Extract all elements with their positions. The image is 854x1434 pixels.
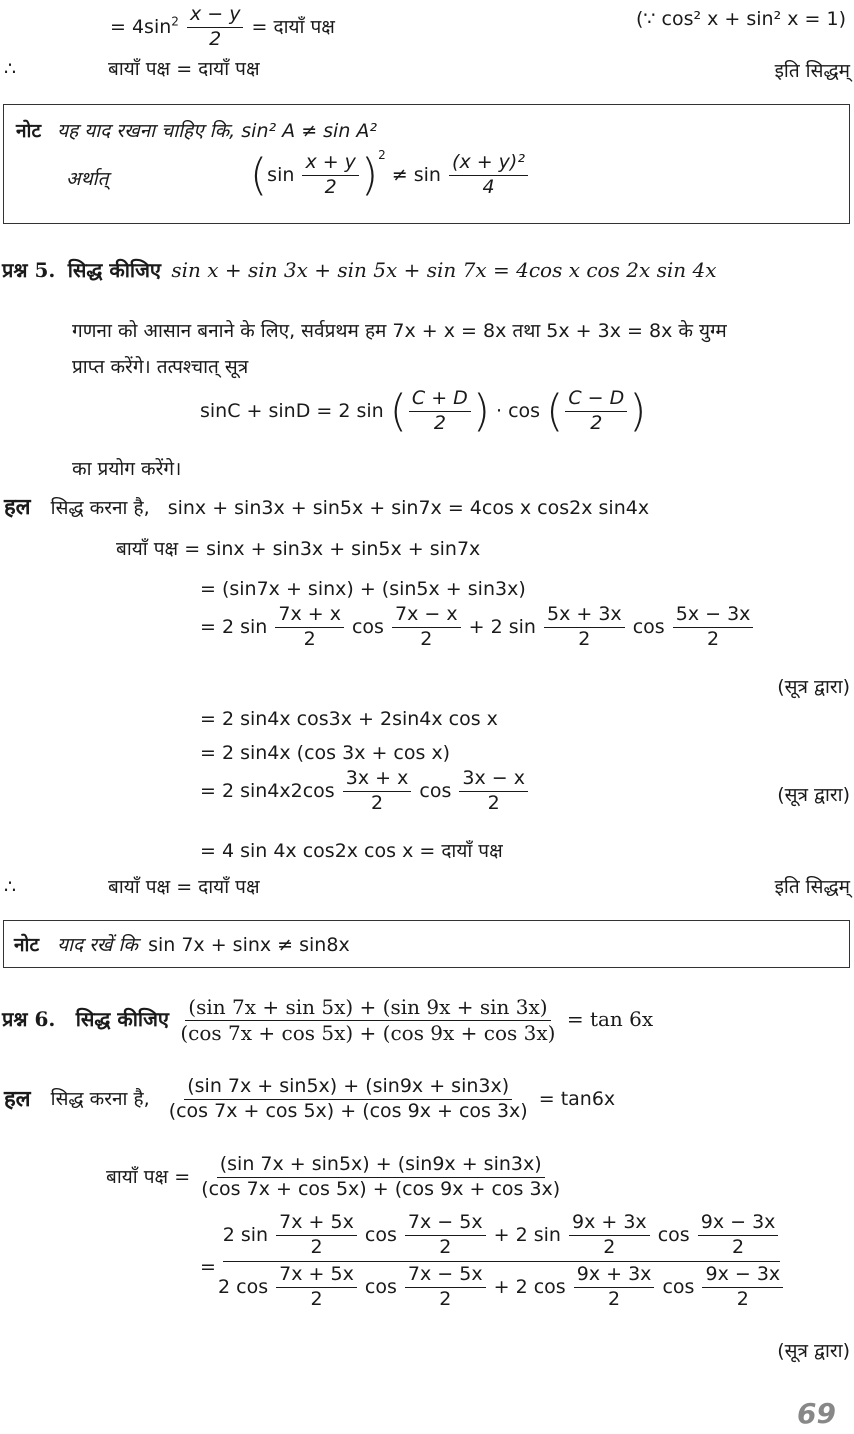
conclusion: बायाँ पक्ष = दायाँ पक्ष: [108, 876, 260, 898]
fraction: $\frac{x - y}{2}$: [187, 4, 244, 51]
sol5-line-4: = 2 sin4x cos3x + 2sin4x cos x: [200, 708, 498, 730]
note-1-arthat: अर्थात्: [66, 168, 109, 190]
conclusion: बायाँ पक्ष = दायाँ पक्ष: [108, 58, 260, 80]
top-reason: (∵ cos² x + sin² x = 1): [635, 8, 846, 30]
sol6-reason: (सूत्र द्वारा): [777, 1340, 850, 1362]
sol5-line-1: बायाँ पक्ष = sinx + sin3x + sin5x + sin7x: [116, 538, 481, 560]
sol5-reason-2: (सूत्र द्वारा): [777, 784, 850, 806]
sol5-line-2: = (sin7x + sinx) + (sin5x + sin3x): [200, 578, 526, 600]
question-5-heading: प्रश्न 5. सिद्ध कीजिए sin x + sin 3x + sin 5x + sin 7x = 4cos x cos 2x sin 4x: [2, 258, 717, 282]
top-line1: = $4\sin^2$ $\frac{x - y}{2}$ = दायाँ पक्ष: [110, 3, 335, 50]
sol5-line-7: = 4 sin 4x cos2x cos x = दायाँ पक्ष: [200, 840, 503, 862]
sol6-big-fraction: 2 sin $\frac{7x + 5x}{2}$ cos $\frac{7x - 5x}{2}$ + 2 sin $\frac{9x + 3x}{2}$ cos $\frac{9x - 3x}{2}$ 2 cos $\frac{7x + 5x}{2}$ cos $\frac{7x - 5x}{2}$ + 2 cos $\frac{9x + 3x}{2}$ cos $\frac{9x - 3x}{2}$: [218, 1212, 785, 1310]
note-1-text: नोट यह याद रखना चाहिए कि, sin² A ≠ sin A²: [16, 120, 378, 142]
q5-para-2: प्राप्त करेंगे। तत्पश्चात् सूत्र: [72, 356, 249, 378]
page-number: 69: [797, 1397, 836, 1430]
solution-5-intro: हल सिद्ध करना है, sinx + sin3x + sin5x + sin7x = 4cos x cos2x sin4x: [4, 494, 650, 520]
therefore-symbol: ∴: [4, 58, 17, 80]
sol5-line-6: = 2 sin4x2cos $\frac{3x + x}{2}$ cos $\frac{3x - x}{2}$: [200, 768, 530, 815]
sol5-reason-1: (सूत्र द्वारा): [777, 676, 850, 698]
note-1-formula: (sin $\frac{x + y}{2}$ )$^2$ ≠ sin $\frac{\text{(x + y)²}}{4}$: [250, 148, 530, 199]
sol6-line-1: बायाँ पक्ष = $\frac{(\sin 7x + \sin 5x) + (\sin 9x + \sin 3x)}{(\cos 7x + \cos 5x) + (\cos 9x + \cos 3x)}$: [106, 1153, 561, 1200]
sol6-equals: =: [200, 1256, 216, 1278]
iti-siddham: इति सिद्धम्: [774, 876, 850, 898]
question-6-heading: प्रश्न 6. सिद्ध कीजिए $\frac{(\sin 7x + \sin 5x) + (\sin 9x + \sin 3x)}{(\cos 7x + \cos 5x) + (\cos 9x + \cos 3x)}$ = tan 6x: [2, 995, 654, 1045]
q5-para-1: गणना को आसान बनाने के लिए, सर्वप्रथम हम 7x + x = 8x तथा 5x + 3x = 8x के युग्म: [72, 320, 727, 342]
q5-formula: sinC + sinD = 2 sin ( $\frac{C + D}{2}$ ) · cos ( $\frac{C - D}{2}$ ): [200, 385, 647, 437]
therefore-symbol: ∴: [4, 876, 17, 898]
solution-6-intro: हल सिद्ध करना है, $\frac{(\sin 7x + \sin 5x) + (\sin 9x + \sin 3x)}{(\cos 7x + \cos 5x) + (\cos 9x + \cos 3x)}$ = tan6x: [4, 1075, 616, 1122]
sol5-line-3: = 2 sin $\frac{7x + x}{2}$ cos $\frac{7x - x}{2}$ + 2 sin $\frac{5x + 3x}{2}$ cos $\frac{5x - 3x}{2}$: [200, 604, 755, 651]
iti-siddham: इति सिद्धम्: [774, 60, 850, 82]
note-2-text: नोट याद रखें कि sin 7x + sinx ≠ sin8x: [14, 934, 350, 956]
sol5-line-5: = 2 sin4x (cos 3x + cos x): [200, 742, 451, 764]
q5-para-3: का प्रयोग करेंगे।: [72, 458, 182, 480]
